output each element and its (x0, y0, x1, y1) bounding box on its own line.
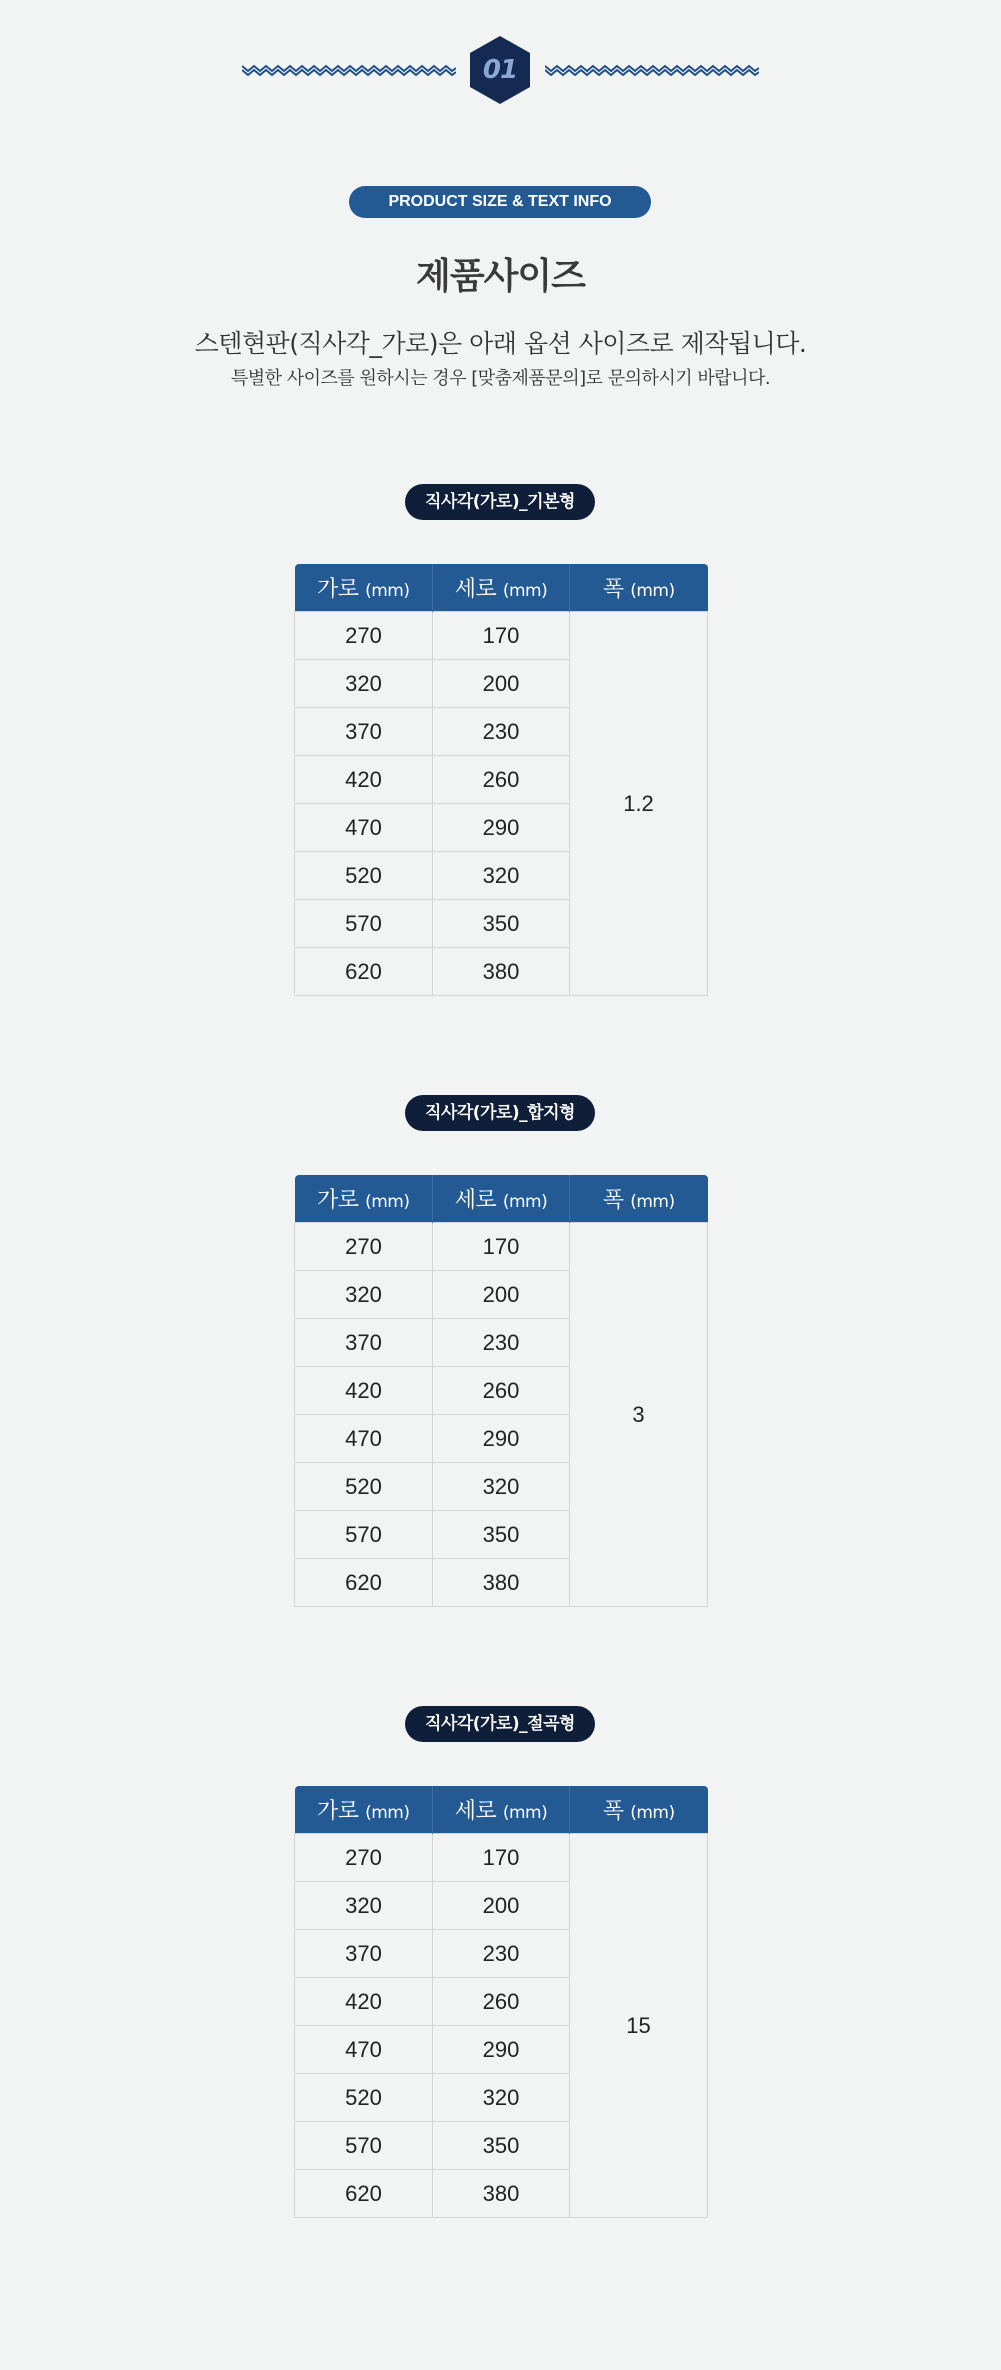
section-label: 직사각(가로)_합지형 (405, 1095, 595, 1131)
table-header-row (295, 1786, 708, 1834)
zigzag-decoration-right (545, 63, 759, 77)
height-cell: 320 (433, 1463, 570, 1511)
width-cell: 420 (295, 756, 433, 804)
section-label: 직사각(가로)_절곡형 (405, 1706, 595, 1742)
table-row (295, 1834, 708, 1882)
height-cell: 200 (433, 660, 570, 708)
height-cell: 350 (433, 1511, 570, 1559)
height-cell: 380 (433, 2170, 570, 2218)
height-cell: 230 (433, 708, 570, 756)
thickness-cell: 3 (570, 1223, 708, 1607)
height-cell: 230 (433, 1930, 570, 1978)
zigzag-decoration-left (242, 63, 456, 77)
width-cell: 370 (295, 1319, 433, 1367)
width-cell: 420 (295, 1367, 433, 1415)
height-cell: 380 (433, 1559, 570, 1607)
height-cell: 380 (433, 948, 570, 996)
width-cell: 620 (295, 2170, 433, 2218)
width-cell: 470 (295, 804, 433, 852)
width-cell: 320 (295, 1882, 433, 1930)
width-cell: 620 (295, 1559, 433, 1607)
height-cell: 290 (433, 2026, 570, 2074)
column-header-thickness: 폭 (mm) (570, 564, 708, 612)
column-header-thickness: 폭 (mm) (570, 1786, 708, 1834)
height-cell: 170 (433, 1834, 570, 1882)
thickness-cell: 1.2 (570, 612, 708, 996)
width-cell: 320 (295, 1271, 433, 1319)
width-cell: 520 (295, 852, 433, 900)
width-cell: 570 (295, 2122, 433, 2170)
width-cell: 420 (295, 1978, 433, 2026)
width-cell: 370 (295, 1930, 433, 1978)
column-header-width: 가로 (mm) (295, 1175, 433, 1223)
width-cell: 370 (295, 708, 433, 756)
section-label: 직사각(가로)_기본형 (405, 484, 595, 520)
height-cell: 260 (433, 756, 570, 804)
width-cell: 520 (295, 2074, 433, 2122)
height-cell: 320 (433, 2074, 570, 2122)
height-cell: 320 (433, 852, 570, 900)
section-badge: PRODUCT SIZE & TEXT INFO (349, 186, 651, 218)
column-header-thickness: 폭 (mm) (570, 1175, 708, 1223)
width-cell: 270 (295, 1834, 433, 1882)
description-line-1: 스텐현판(직사각_가로)은 아래 옵션 사이즈로 제작됩니다. (194, 329, 807, 358)
height-cell: 170 (433, 612, 570, 660)
width-cell: 470 (295, 1415, 433, 1463)
table-row (295, 612, 708, 660)
column-header-height: 세로 (mm) (433, 1786, 570, 1834)
size-table (294, 564, 708, 996)
column-header-height: 세로 (mm) (433, 564, 570, 612)
height-cell: 200 (433, 1882, 570, 1930)
table-header-row (295, 564, 708, 612)
height-cell: 260 (433, 1978, 570, 2026)
width-cell: 270 (295, 612, 433, 660)
width-cell: 520 (295, 1463, 433, 1511)
table-header-row (295, 1175, 708, 1223)
size-table (294, 1175, 708, 1607)
width-cell: 270 (295, 1223, 433, 1271)
height-cell: 290 (433, 804, 570, 852)
height-cell: 290 (433, 1415, 570, 1463)
column-header-width: 가로 (mm) (295, 564, 433, 612)
step-header (0, 36, 1001, 104)
height-cell: 230 (433, 1319, 570, 1367)
height-cell: 350 (433, 2122, 570, 2170)
size-table (294, 1786, 708, 2218)
width-cell: 320 (295, 660, 433, 708)
page-title: 제품사이즈 (416, 256, 585, 297)
column-header-height: 세로 (mm) (433, 1175, 570, 1223)
column-header-width: 가로 (mm) (295, 1786, 433, 1834)
width-cell: 620 (295, 948, 433, 996)
height-cell: 200 (433, 1271, 570, 1319)
height-cell: 260 (433, 1367, 570, 1415)
description-line-2: 특별한 사이즈를 원하시는 경우 [맞춤제품문의]로 문의하시기 바랍니다. (230, 368, 771, 389)
width-cell: 470 (295, 2026, 433, 2074)
step-number: 01 (482, 55, 518, 85)
thickness-cell: 15 (570, 1834, 708, 2218)
height-cell: 170 (433, 1223, 570, 1271)
width-cell: 570 (295, 900, 433, 948)
width-cell: 570 (295, 1511, 433, 1559)
height-cell: 350 (433, 900, 570, 948)
table-row (295, 1223, 708, 1271)
